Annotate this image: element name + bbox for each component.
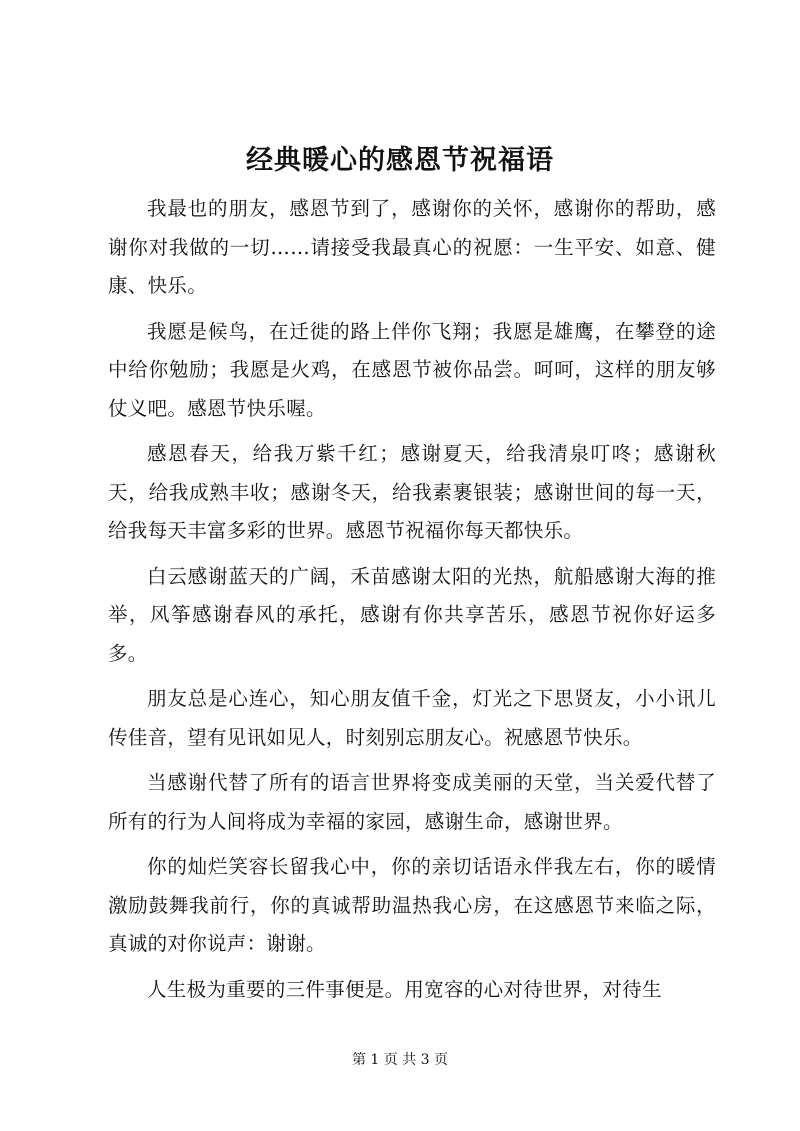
paragraph: 我愿是候鸟，在迁徙的路上伴你飞翔；我愿是雄鹰，在攀登的途中给你勉励；我愿是火鸡，在感恩节被你品尝。呵呵，这样的朋友够仗义吧。感恩节快乐喔。 xyxy=(108,319,716,420)
document-title: 经典暖心的感恩节祝福语 xyxy=(246,145,554,176)
paragraph: 当感谢代替了所有的语言世界将变成美丽的天堂，当关爱代替了所有的行为人间将成为幸福的家园，感谢生命，感谢世界。 xyxy=(108,771,716,833)
document-body xyxy=(108,190,716,1016)
paragraph: 感恩春天，给我万紫千红；感谢夏天，给我清泉叮咚；感谢秋天，给我成熟丰收；感谢冬天，给我素裹银装；感谢世间的每一天，给我每天丰富多彩的世界。感恩节祝福你每天都快乐。 xyxy=(108,442,716,542)
paragraph: 你的灿烂笑容长留我心中，你的亲切话语永伴我左右，你的暖情激励鼓舞我前行，你的真诚帮助温热我心房，在这感恩节来临之际，真诚的对你说声：谢谢。 xyxy=(108,855,716,955)
paragraph: 人生极为重要的三件事便是。用宽容的心对待世界，对待生 xyxy=(147,977,662,1001)
page-footer: 第 1 页 共 3 页 xyxy=(351,1052,449,1068)
paragraph: 我最也的朋友，感恩节到了，感谢你的关怀，感谢你的帮助，感谢你对我做的一切……请接受我最真心的祝愿：一生平安、如意、健康、快乐。 xyxy=(108,197,716,297)
paragraph: 白云感谢蓝天的广阔，禾苗感谢太阳的光热，航船感谢大海的推举，风筝感谢春风的承托，感谢有你共享苦乐，感恩节祝你好运多多。 xyxy=(108,564,716,665)
paragraph: 朋友总是心连心，知心朋友值千金，灯光之下思贤友，小小讯儿传佳音，望有见讯如见人，时刻别忘朋友心。祝感恩节快乐。 xyxy=(108,687,716,749)
